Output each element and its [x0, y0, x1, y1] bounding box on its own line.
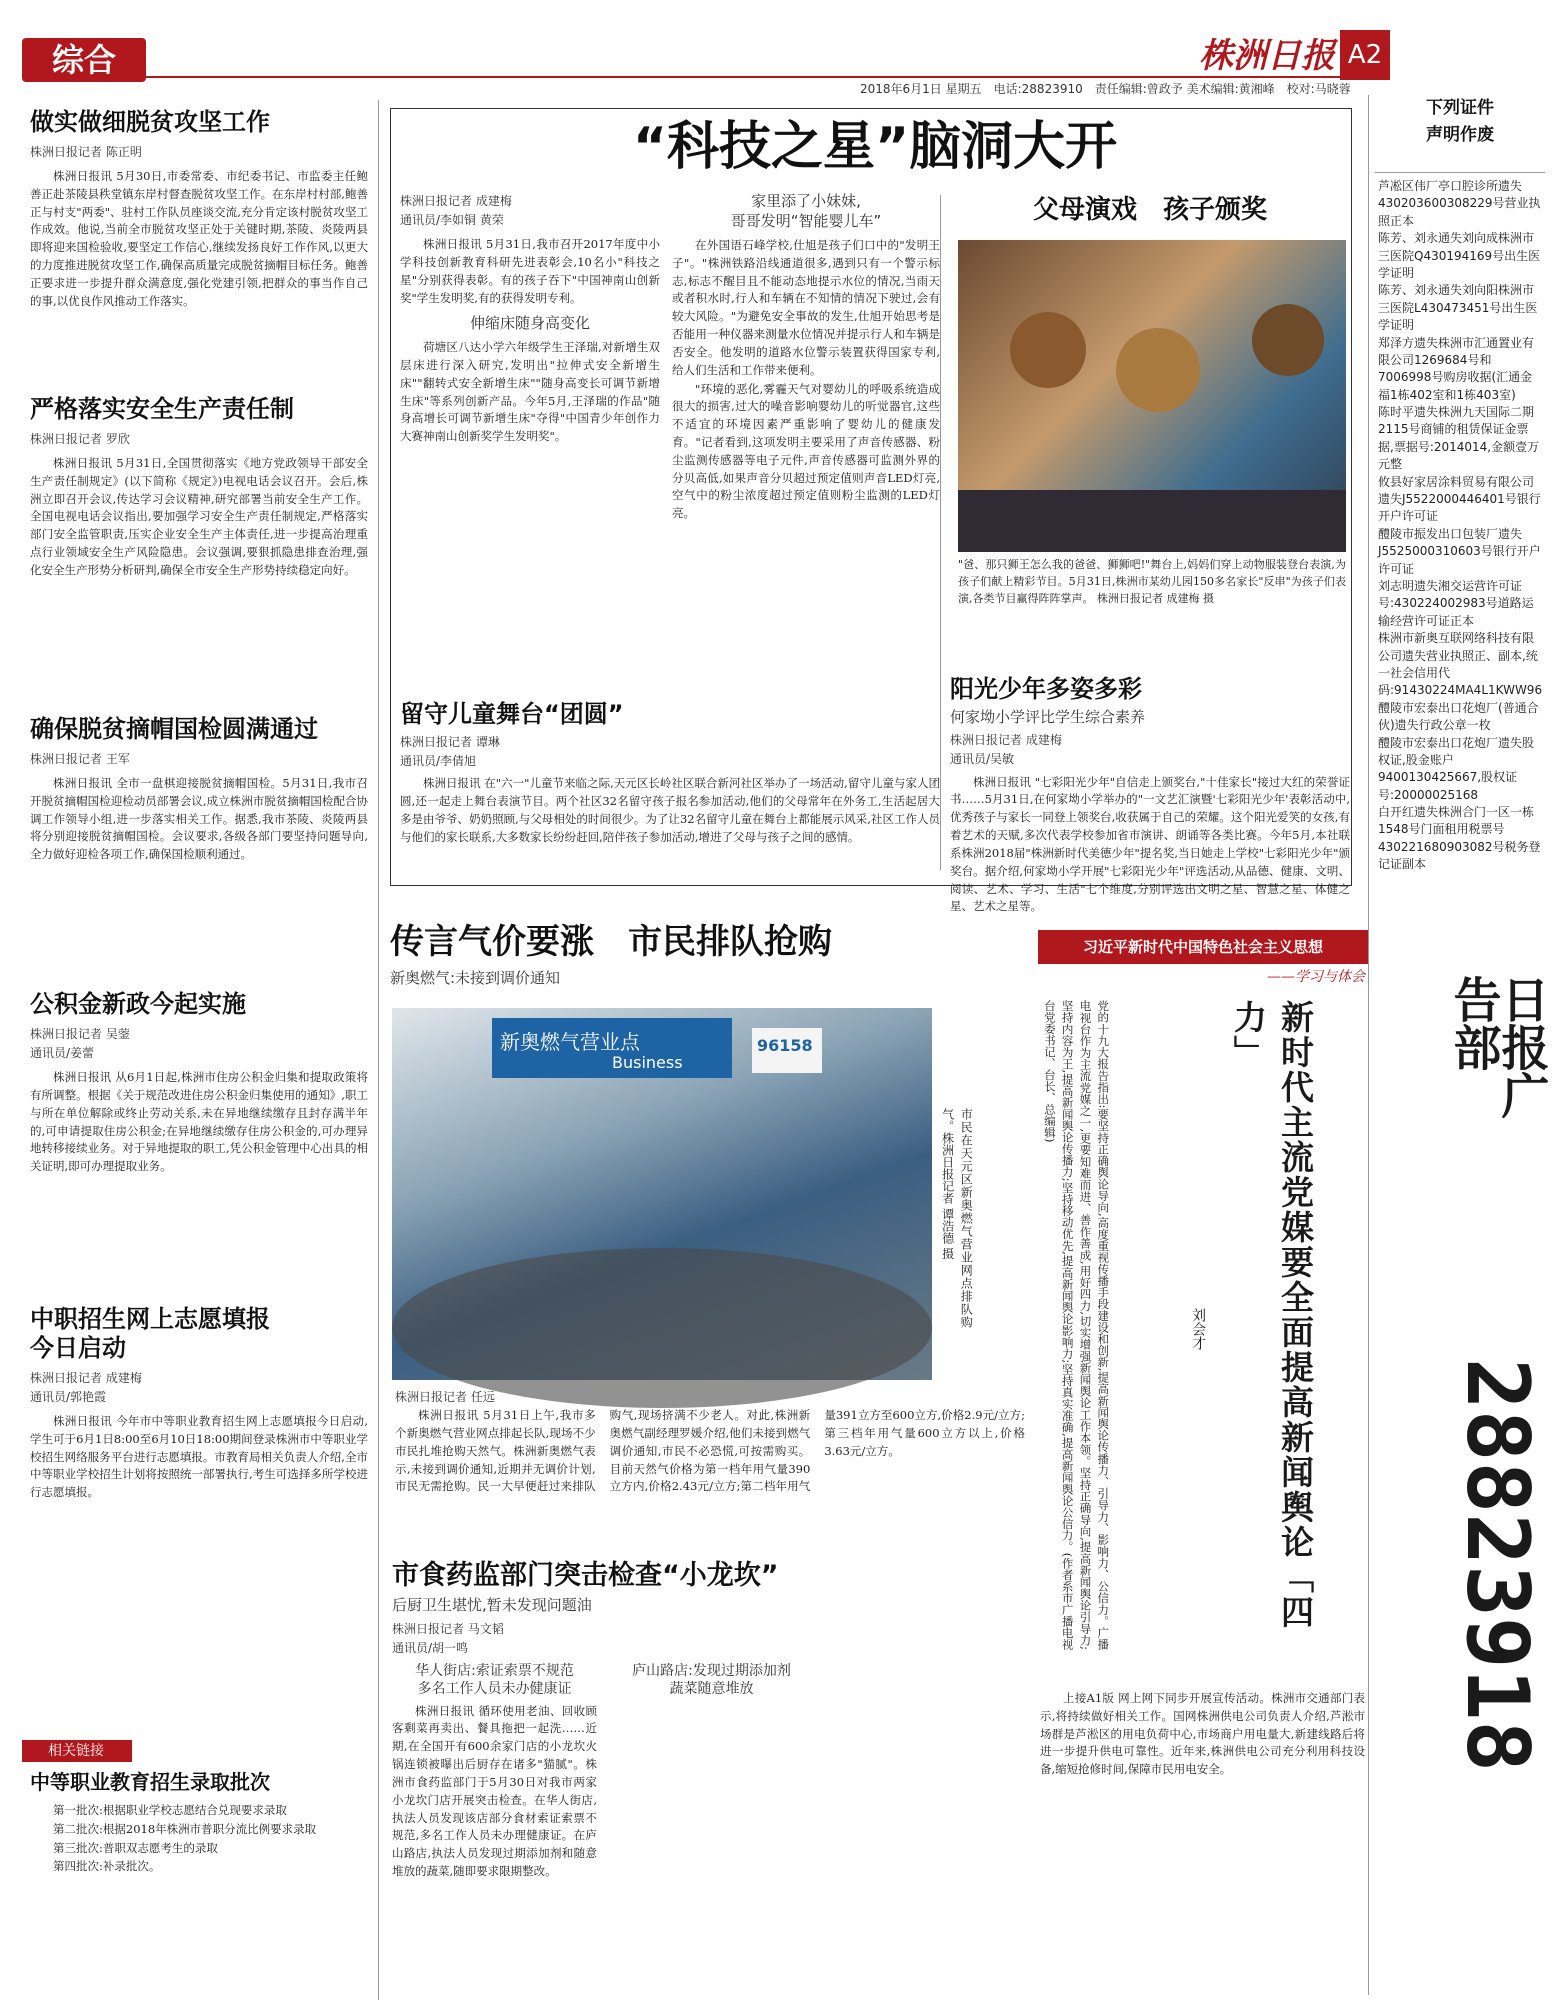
related-box: [30, 1770, 368, 1990]
commentary-title: 新时代主流党媒要全面提高新闻舆论「四力」: [1229, 1000, 1315, 1630]
article-byline: 株洲日报记者 吴蓥 通讯员/姜蕾: [30, 1026, 130, 1060]
masthead-logo: 株洲日报: [1199, 36, 1335, 76]
related-title: 中等职业教育招生录取批次: [30, 1770, 270, 1794]
headline: 父母演戏 孩子颁奖: [1032, 195, 1267, 225]
article-body: 在外国语石峰学校,仕旭是孩子们口中的"发明王子"。"株洲铁路沿线通道很多,遇到只有一个警示标志,标志不醒目且不能动态地提示水位的情况,当雨天或者积水时,行人和车辆在不知情的情况下驶过,会有较大风险。"为避免安全事故的发生,仕旭开始思考是否能用一种仪器来测量水位情况并提示行人和车辆是否安全。他发明的道路水位警示装置获得国家专利,给人们生活和工作带来便利。 "环境的恶化,雾霾天气对婴幼儿的呼吸系统造成很大的损害,过大的噪音影响婴幼儿的听觉器官,这些不适宜的环境因素严重影响了婴幼儿的健康发育。"记者看到,这项发明主要采用了声音传感器、粉尘监测传感器等电子元件,声音传感器可监测外界的分贝高低,如果声音分贝超过预定值则声音LED灯亮,空气中的粉尘浓度超过预定值则粉尘监测的LED灯亮。: [672, 238, 940, 521]
shop-sign: 新奥燃气营业点: [500, 1030, 640, 1054]
list-item: 第四批次:补录批次。: [53, 1859, 161, 1874]
article-body: 株洲日报讯 循环使用老油、回收顾客剩菜再卖出、餐具拖把一起洗……近期,在全国开有600余家门店的小龙坎火锅连锁被曝出后厨存在诸多"猫腻"。株洲市食药监部门于5月30日对我市两家小龙坎门店开展突击检查。在华人街店,执法人员发现该店部分食材索证索票不规范,多名工作人员未办理健康证。在庐山路店,执法人员发现过期添加剂和随意堆放的蔬菜,随即要求限期整改。: [392, 1703, 597, 1878]
continued-notice: [1040, 1690, 1365, 2000]
article-title: 严格落实安全生产责任制: [30, 395, 294, 423]
subheading: 新奥燃气:未接到调价通知: [390, 968, 561, 987]
subheading: 庐山路店:发现过期添加剂 蔬菜随意堆放: [632, 1663, 791, 1698]
gas-body: [395, 1388, 1025, 1548]
article-inspection: [30, 715, 368, 985]
article-food-safety: [392, 1560, 1032, 2000]
article-byline: 株洲日报记者 马文韬 通讯员/胡一鸣: [392, 1621, 504, 1656]
subheading: 后厨卫生堪忧,暂未发现问题油: [392, 1596, 592, 1615]
article-body: 株洲日报讯 今年市中等职业教育招生网上志愿填报今日启动,学生可于6月1日8:00至6月10日18:00期间登录株洲市中等职业学校招生网络服务平台进行志愿填报。市教育局相关负责人介绍,全市中等职业学校招生计划将按照统一部署执行,考生可选择多所学校进行志愿填报。: [30, 1413, 368, 1500]
article-title: 公积金新政今起实施: [30, 990, 246, 1018]
article-poverty: [30, 108, 368, 388]
article-title: 阳光少年多姿多彩: [950, 675, 1142, 703]
article-body: 株洲日报讯 "七彩阳光少年"自信走上颁奖台,"十佳家长"接过大红的荣誉证书……5月31日,在何家坳小学举办的"一文艺汇演暨'七彩阳光少年'表彰活动中,优秀孩子与家长一同登上领奖台,收获属于自己的荣耀。这个阳光爱笑的女孩,有着艺术的天赋,多次代表学校参加省市演讲、朗诵等各类比赛。今年5月,本社联系株洲2018届"株洲新时代美德少年"提名奖,当日她走上学校"七彩阳光少年"颁奖台。据介绍,何家坳小学开展"七彩阳光少年"评选活动,从品德、健康、文明、阅读、艺术、学习、生活"七个维度,分别评选出文明之星、智慧之星、体健之星、艺术之星等。: [950, 774, 1350, 914]
stage-photo: [958, 240, 1346, 552]
article-vocational: [30, 1305, 368, 1730]
article-byline: 株洲日报记者 成建梅 通讯员/吴敏: [950, 733, 1062, 767]
performers-image: [958, 240, 1346, 552]
column-rule: [940, 195, 941, 870]
article-body: 株洲日报讯 5月31日,全国贯彻落实《地方党政领导干部安全生产责任制规定》(以下简称《规定》)电视电话会议召开。会后,株洲立即召开会议,传达学习会议精神,研究部署当前安全生产工作。全国电视电话会议指出,要加强学习安全生产责任制规定,严格落实部门安全监管职责,压实企业安全生产主体责任,进一步提高治理重点行业领域安全生产风险隐患。会议强调,要狠抓隐患排查治理,强化安全生产形势分析研判,确保全市安全生产形势持续稳定向好。: [30, 455, 368, 577]
section-tag: 综合: [22, 38, 146, 82]
headline: “科技之星”脑洞大开: [632, 117, 1118, 177]
column-rule: [378, 100, 379, 2000]
article-body: 株洲日报讯 在"六一"儿童节来临之际,天元区长岭社区联合新河社区举办了一场活动,留守儿童与家人团圆,还一起走上舞台表演节目。两个社区32名留守孩子报名参加活动,他们的父母常年在外务工,生活起居大多是由爷爷、奶奶照顾,与父母相处的时间很少。为了让32名留守儿童在舞台上都能展示风采,社区工作人员与他们的家长联系,大多数家长纷纷赶回,陪伴孩子参加活动,增进了父母与孩子之间的感情。: [400, 776, 940, 844]
parents-title: [950, 195, 1350, 235]
article-title: 确保脱贫摘帽国检圆满通过: [30, 715, 318, 743]
photo-caption: "爸、那只狮王怎么我的爸爸、狮狮吧!"舞台上,妈妈们穿上动物服装登台表演,为孩子们献上精彩节目。5月31日,株洲市某幼儿园150多名家长"反串"为孩子们表演,各类节目赢得阵阵掌声。 株洲日报记者 成建梅 摄: [958, 558, 1346, 606]
ad-phone: 28823918: [1447, 1357, 1547, 1773]
article-title: 传言气价要涨 市民排队抢购: [390, 922, 832, 962]
dateline: 2018年6月1日 星期五 电话:28823910 责任编辑:曾政予 美术编辑:黄湘峰 校对:马晓蓉: [860, 82, 1351, 96]
arrow-icon: [30, 1745, 44, 1757]
ad-dept: 日报广告部: [1445, 975, 1549, 1119]
article-byline: 株洲日报记者 王军: [30, 751, 130, 766]
article-body: 党的十九大报告指出:要坚持正确舆论导向,高度重视传播手段建设和创新,提高新闻舆论传播力、引导力、影响力、公信力。广播电视台作为主流党媒之一,更要知难而进、善作善成,用好四力,切实增强新闻舆论工作本领。坚持正确导向,提高新闻舆论引导力;坚持内容为王,提高新闻舆论传播力;坚持移动优先,提高新闻舆论影响力;坚持真实准确,提高新闻舆论公信力。(作者系市广播电视台党委书记、台长、总编辑): [1042, 1000, 1111, 1650]
article-title: 做实做细脱贫攻坚工作: [30, 108, 270, 136]
shop-sign-en: Business: [612, 1053, 683, 1072]
article-byline: 株洲日报记者 任远: [395, 1390, 495, 1404]
column-subtitle: ——学习与体会: [1267, 969, 1365, 985]
subheading: 何家坳小学评比学生综合素养: [950, 707, 1146, 726]
article-left-behind: [400, 700, 940, 880]
list-item: 第三批次:普职双志愿考生的录取: [53, 1840, 218, 1855]
article-body: 株洲日报讯 从6月1日起,株洲市住房公积金归集和提取政策将有所调整。根据《关于规范改进住房公积金归集使用的通知》,职工与所在单位解除或终止劳动关系,未在异地继续缴存且封存满半年的,可申请提取住房公积金;在异地继续缴存住房公积金的,可办理异地转移接续业务。对于异地提取的职工,凭公积金管理中心出具的相关证明,即可办理提取业务。: [30, 1070, 368, 1174]
related-link-tag: 相关链接: [22, 1740, 132, 1762]
article-title: 留守儿童舞台“团圆”: [400, 700, 624, 728]
classifieds-header: 下列证件 声明作废: [1375, 95, 1545, 173]
article-body: 株洲日报讯 5月30日,市委常委、市纪委书记、市监委主任鲍善正赴茶陵县秩堂镇东岸村督查脱贫攻坚工作。在东岸村村部,鲍善正与村支"两委"、驻村工作队员座谈交流,充分肯定该村脱贫攻坚工作成效。他说,当前全市脱贫攻坚正处于关键时期,茶陵、炎陵两县即将迎来国检验收,要坚定工作信心,继续发扬良好工作作风,以更大的力度推进脱贫攻坚工作,确保高质量完成脱贫摘帽目标任务。鲍善正要求进一步提升群众满意度,强化党建引领,把群众的事当作自己的事,以优良作风推动工作落实。: [30, 168, 368, 308]
article-byline: 株洲日报记者 谭琳 通讯员/李倩旭: [400, 734, 500, 768]
article-byline: 株洲日报记者 陈正明: [30, 144, 142, 159]
column-rule: [1368, 95, 1369, 1995]
author-name: 刘会才: [1190, 1308, 1206, 1350]
article-body: 上接A1版 网上网下同步开展宣传活动。株洲市交通部门表示,将持续做好相关工作。国网株洲供电公司负责人介绍,芦淞市场群是芦淞区的用电负荷中心,市场商户用电量大,新建线路后将进一步提升供电可靠性。近年来,株洲供电公司充分利用科技设备,缩短抢修时间,保障市民用电安全。: [1040, 1691, 1365, 1777]
list-item: 第二批次:根据2018年株洲市普职分流比例要求录取: [53, 1821, 317, 1836]
subheading: 家里添了小妹妹, 哥哥发明“智能婴儿车”: [730, 192, 882, 230]
list-item: 第一批次:根据职业学校志愿结合兑现要求录取: [53, 1803, 287, 1817]
hotline-sign: 96158: [757, 1036, 813, 1055]
photo-caption: 市民在天元区新奥燃气营业网点排队购气。株洲日报记者 谭浩德 摄: [940, 1108, 974, 1328]
header-rule: [22, 58, 1355, 78]
classifieds-list: 芦凇区伟厂亭口腔诊所遗失430203600308229号营业执照正本 陈芳、刘永通失刘向成株洲市三医院Q430194169号出生医学证明 陈芳、刘永通失刘向阳株洲市三医院L430473451号出生医学证明 郑泽方遗失株洲市汇通置业有限公司1269684号和7006998号购房收据(汇通金福1栋402室和1栋403室) 陈时平遗失株洲九天国际二期2115号商铺的租赁保证金票据,票据号:2014014,金额壹万元整 攸县好家居涂料贸易有限公司遗失J5522000446401号银行开户许可证 醴陵市振发出口包装厂遗失J5525000310603号银行开户许可证 刘志明遗失湘交运营许可证号:430224002983号道路运输经营许可证正本 株洲市新奥互联网络科技有限公司遗失营业执照正、副本,统一社会信用代码:91430224MA4L1KWW96 醴陵市宏泰出口花炮厂(普通合伙)遗失行政公章一枚 醴陵市宏泰出口花炮厂遗失股权证,股金账户9400130425667,股权证号:20000025168 白开红遗失株洲合门一区一栋1548号门面租用税票号430221680903082号税务登记证副本: [1378, 179, 1543, 872]
article-body: 株洲日报讯 5月31日,我市召开2017年度中小学科技创新教育科研先进表彰会,10名小"科技之星"分别获得表彰。有的孩子吞下"中国神南山创新奖"学生发明奖,有的获得发明专利。: [400, 237, 660, 305]
page-number: A2: [1340, 30, 1390, 80]
article-safety: [30, 395, 368, 715]
related-list: [30, 1802, 368, 1876]
column-banner: 习近平新时代中国特色社会主义思想: [1038, 930, 1368, 964]
article-title: 市食药监部门突击检查“小龙坎”: [392, 1560, 779, 1591]
queue-photo: [392, 1008, 932, 1380]
article-body: 株洲日报讯 5月31日上午,我市多个新奥燃气营业网点排起长队,现场不少市民扎堆抢购天然气。株洲新奥燃气表示,未接到调价通知,近期并无调价计划,市民无需抢购。民一大早便赶过来排队购气,现场挤满不少老人。对此,株洲新奥燃气副经理罗媛介绍,他们未接到燃气调价通知,市民不必恐慌,可按需购买。目前天然气价格为第一档年用气量390立方内,价格2.43元/立方;第二档年用气量391立方至600立方,价格2.9元/立方;第三档年用气量600立方以上,价格3.63元/立方。: [395, 1408, 1025, 1494]
feature-title: [400, 112, 1350, 182]
article-byline: 株洲日报记者 成建梅 通讯员/李如铜 黄荣: [400, 194, 512, 228]
article-byline: 株洲日报记者 成建梅 通讯员/郭艳霞: [30, 1370, 142, 1404]
article-body: 株洲日报讯 全市一盘棋迎接脱贫摘帽国检。5月31日,我市召开脱贫摘帽国检迎检动员部署会议,成立株洲市脱贫摘帽国检配合协调工作领导小组,进一步落实相关工作。据悉,我市茶陵、炎陵两县将分别迎接脱贫摘帽国检。会议要求,各级各部门要坚持问题导向,全力做好迎检各项工作,确保国检顺利通过。: [30, 775, 368, 862]
article-body: 荷塘区八达小学六年级学生王泽瑞,对新增生双层床进行深入研究,发明出"拉伸式安全新增生床""翻转式安全新增生床""随身高变长可调节新增生床"等系列创新产品。今年5月,王泽瑞的作品"随身高增长可调节新增生床"夺得"中国青少年创作力大赛神南山创新奖学生发明奖"。: [400, 340, 660, 444]
article-sunshine: [950, 675, 1350, 914]
subheading: 伸缩床随身高变化: [469, 313, 590, 332]
subheading: 华人街店:索证索票不规范 多名工作人员未办健康证: [415, 1663, 574, 1698]
article-title: 中职招生网上志愿填报 今日启动: [30, 1305, 270, 1362]
article-housing-fund: [30, 990, 368, 1295]
article-byline: 株洲日报记者 罗欣: [30, 431, 130, 446]
